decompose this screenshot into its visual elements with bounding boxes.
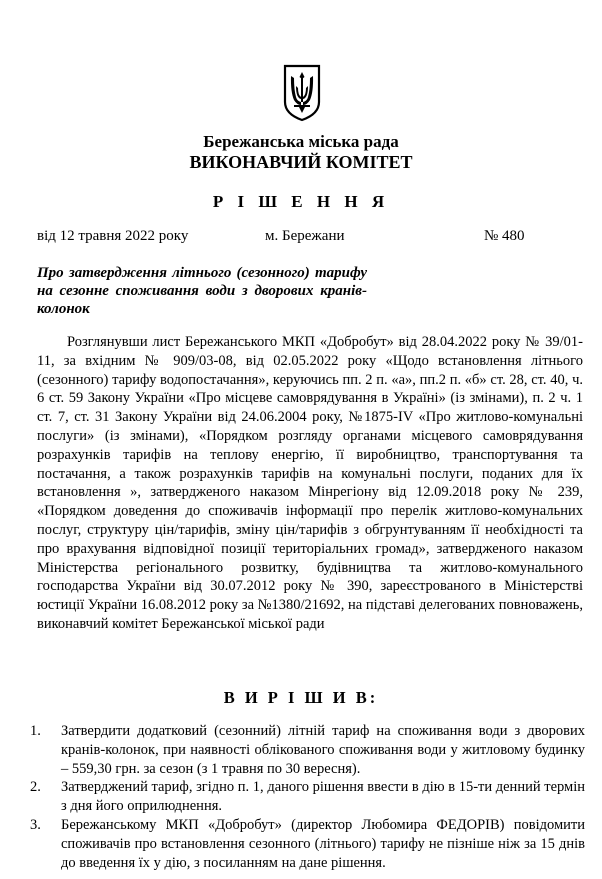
item-text: Бережанському МКП «Добробут» (директор Любомира ФЕДОРІВ) повідомити споживачів про встановлення сезонного (літнього) тарифу не пізніше ніж за 15 днів до введення їх у дію, з посиланням на дане рішення. (61, 816, 585, 871)
item-text: Затверджений тариф, згідно п. 1, даного рішення ввести в дію в 15-ти денний термін з дня його оприлюднення. (61, 779, 585, 815)
decision-city: м. Бережани (265, 228, 345, 244)
item-number: 2. (30, 779, 41, 796)
item-text: Затвердити додатковий (сезонний) літній тариф на споживання води з дворових кранів-колонок, при наявності облікованого споживання води у житловому будинку – 559,30 грн. за сезон (з 1 травня по 30 вересня). (61, 723, 585, 777)
trident-coat-of-arms-icon (282, 64, 322, 122)
item-number: 3. (30, 816, 41, 833)
list-item (0, 778, 602, 816)
decision-date: від 12 травня 2022 року (37, 228, 189, 244)
item-number: 1. (30, 723, 41, 739)
committee-name: ВИКОНАВЧИЙ КОМІТЕТ (189, 152, 413, 172)
decision-items-list (0, 722, 602, 872)
resolve-heading: В И Р І Ш И В: (223, 688, 379, 707)
document-type-heading: Р І Ш Е Н Н Я (212, 192, 390, 211)
decision-subject: Про затвердження літнього (сезонного) тарифу на сезонне споживання води з дворових кранів-колонок (37, 265, 367, 317)
decision-number: № 480 (484, 228, 525, 244)
preamble-paragraph: Розглянувши лист Бережанського МКП «Добробут» від 28.04.2022 року № 39/01-11, за вхідним № 909/03-08, від 02.05.2022 року «Щодо встановлення літнього (сезонного) тарифу водопостачання», керуючись пп. 2 п. «а», пп.2 п. «б» ст. 28, ст. 40, ч. 6 ст. 59 Закону України «Про місцеве самоврядування в Україні» (із змінами), п. 2 ч. 1 ст. 7, ст. 31 Закону України від 24.06.2004 року, №1875-IV «Про житлово-комунальні послуги» (із змінами), «Порядком розгляду органами місцевого самоврядування розрахунків тарифів на теплову енергію, її виробництво, транспортування та постачання, а також розрахунків тарифів на комунальні послуги, поданих для їх встановлення », затвердженого наказом Мінрегіону від 12.09.2018 року № 239, «Порядком доведення до споживачів інформації про перелік житлово-комунальних послуг, структуру цін/тарифів, зміну цін/тарифів з обгрунтуванням її необхідності та про врахування відповідної позиції територіальних громад», затвердженого наказом Міністерства регіонального розвитку, будівництва та житлово-комунального господарства України від 30.07.2012 року № 390, зареєстрованого в Міністерстві юстиції України 16.08.2012 року за №1380/21692, на підставі делегованих повноважень, виконавчий комітет Бережанської міської ради (37, 334, 583, 632)
list-item (0, 722, 602, 778)
organization-name: Бережанська міська рада (203, 132, 399, 151)
list-item (0, 816, 602, 872)
